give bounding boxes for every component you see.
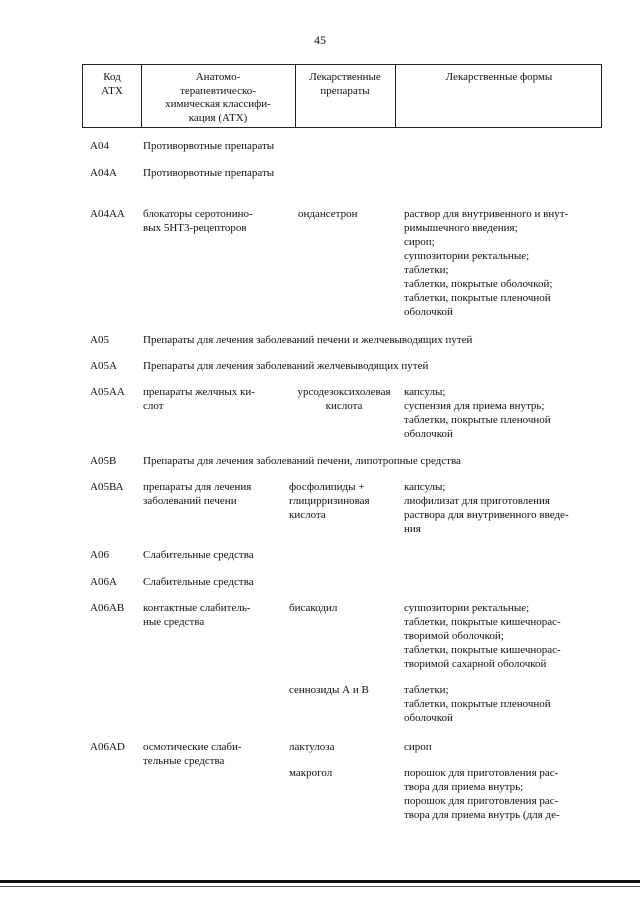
page-number: 45 (314, 33, 326, 47)
group-title: Противорвотные препараты (143, 140, 275, 152)
forms-cell: капсулы; лиофилизат для приготовления раствора для внутривенного введе- ния (404, 481, 569, 535)
atc-code: А05АА (90, 386, 125, 398)
classification-cell: препараты для лечения заболеваний печени (143, 481, 252, 507)
forms-cell: суппозитории ректальные; таблетки, покрытые кишечнорас- творимой оболочкой; таблетки, покрытые кишечнорас- творимой сахарной оболочкой (404, 602, 561, 670)
classification-cell: препараты желчных ки- слот (143, 386, 255, 412)
header-drugs: Лекарственные препараты (309, 71, 381, 97)
header-forms: Лекарственные формы (445, 71, 553, 83)
atc-code: А04А (90, 167, 117, 179)
classification-cell: контактные слабитель- ные средства (143, 602, 251, 628)
table-header (82, 64, 602, 128)
drug-cell: ондансетрон (298, 208, 358, 220)
atc-code: А04АА (90, 208, 125, 220)
header-code: Код АТХ (101, 71, 123, 97)
header-classification: Анатомо- терапевтическо- химическая классифи- кация (АТХ) (165, 71, 271, 124)
forms-cell: раствор для внутривенного и внут- римышечного введения; сироп; суппозитории ректальные; таблетки; таблетки, покрытые оболочкой; таблетки, покрытые пленочной оболочкой (404, 208, 569, 318)
group-title: Противорвотные препараты (143, 167, 275, 179)
group-title: Препараты для лечения заболеваний печени и желчевыводящих путей (143, 334, 473, 346)
forms-cell: капсулы; суспензия для приема внутрь; таблетки, покрытые пленочной оболочкой (404, 386, 551, 440)
group-title: Препараты для лечения заболеваний желчевыводящих путей (143, 360, 429, 372)
atc-code: А06 (90, 549, 109, 561)
drug-cell: фосфолипиды + глицирризиновая кислота (289, 481, 370, 521)
classification-cell: блокаторы серотонино- вых 5НТ3-рецепторов (143, 208, 253, 234)
group-title: Слабительные средства (143, 576, 254, 588)
forms-cell: сироп (404, 741, 432, 753)
atc-code: А06АD (90, 741, 125, 753)
atc-code: А04 (90, 140, 109, 152)
classification-cell: осмотические слаби- тельные средства (143, 741, 242, 767)
atc-code: А06АВ (90, 602, 125, 614)
drug-cell: макрогол (289, 767, 333, 779)
drug-cell: лактулоза (289, 741, 335, 753)
drug-cell: бисакодил (289, 602, 338, 614)
group-title: Слабительные средства (143, 549, 254, 561)
atc-code: А05ВА (90, 481, 124, 493)
atc-code: А06А (90, 576, 117, 588)
drug-cell: урсодезоксихолевая кислота (297, 386, 391, 412)
footer-rule-thin (0, 886, 640, 887)
forms-cell: порошок для приготовления рас- твора для приема внутрь; порошок для приготовления рас- твора для приема внутрь (для де- (404, 767, 560, 821)
atc-code: А05В (90, 455, 117, 467)
atc-code: А05 (90, 334, 109, 346)
atc-code: А05А (90, 360, 117, 372)
footer-rule (0, 880, 640, 883)
group-title: Препараты для лечения заболеваний печени, липотропные средства (143, 455, 461, 467)
drug-cell: сеннозиды А и В (289, 684, 369, 696)
forms-cell: таблетки; таблетки, покрытые пленочной оболочкой (404, 684, 551, 724)
